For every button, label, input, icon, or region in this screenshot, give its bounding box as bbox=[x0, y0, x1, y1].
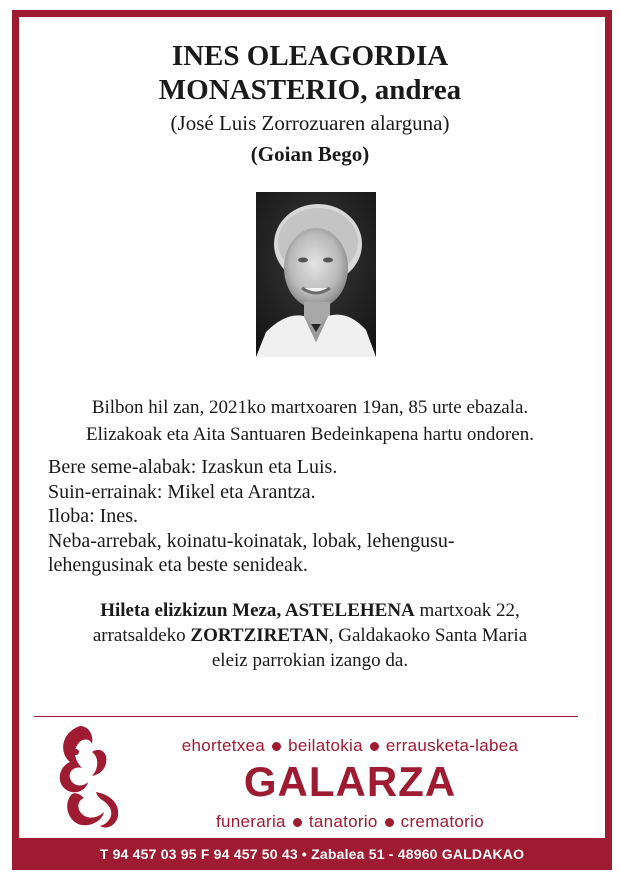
service-es-2: tanatorio bbox=[308, 812, 378, 831]
funeral-info bbox=[0, 598, 620, 673]
portrait-photo bbox=[256, 192, 376, 357]
funeral-time: ZORTZIRETAN bbox=[190, 625, 329, 646]
bullet-icon bbox=[385, 818, 394, 827]
services-spanish bbox=[140, 812, 560, 832]
funeral-line2 bbox=[0, 623, 620, 648]
funeral-line3: eleiz parrokian izango da. bbox=[211, 650, 409, 671]
funeral-date: martxoak 22, bbox=[414, 600, 520, 621]
death-line2: Elizakoak eta Aita Santuaren Bedeinkapena hartu ondoren. bbox=[86, 424, 534, 445]
funeral-day: ASTELEHENA bbox=[284, 600, 415, 621]
widow-of-text: (José Luis Zorrozuaren alarguna) bbox=[170, 111, 450, 135]
contact-footer: T 94 457 03 95 F 94 457 50 43 • Zabalea 51 - 48960 GALDAKAO bbox=[12, 838, 612, 870]
service-eu-2: beilatokia bbox=[288, 736, 363, 755]
services-basque bbox=[140, 736, 560, 756]
service-es-3: crematorio bbox=[400, 812, 484, 831]
service-eu-1: ehortetxea bbox=[181, 736, 266, 755]
company-name: GALARZA bbox=[243, 758, 457, 805]
service-eu-3: errausketa-labea bbox=[385, 736, 519, 755]
funeral-line1 bbox=[0, 598, 620, 623]
bullet-icon bbox=[293, 818, 302, 827]
granddaughter-line: Iloba: Ines. bbox=[48, 505, 138, 527]
service-es-1: funeraria bbox=[216, 812, 286, 831]
bullet-icon bbox=[272, 742, 281, 751]
deceased-name-line1: INES OLEAGORDIA bbox=[171, 40, 449, 72]
death-notice bbox=[0, 394, 620, 448]
death-line1: Bilbon hil zan, 2021ko martxoaren 19an, 85 urte ebazala. bbox=[91, 397, 529, 418]
portrait-photo-image bbox=[256, 192, 376, 357]
funeral-place: , Galdakaoko Santa Maria bbox=[328, 625, 528, 646]
funeral-time-prefix: arratsaldeko bbox=[92, 625, 191, 646]
funeral-sep: , bbox=[276, 600, 285, 621]
bullet-icon bbox=[370, 742, 379, 751]
nickname-text: (Goian Bego) bbox=[250, 142, 370, 166]
children-line: Bere seme-alabak: Izaskun eta Luis. bbox=[48, 456, 338, 478]
relatives-line1: Neba-arrebak, koinatu-koinatak, lobak, lehengusu- bbox=[48, 529, 455, 552]
family-list bbox=[48, 455, 568, 578]
deceased-name-line2: MONASTERIO, andrea bbox=[158, 74, 462, 106]
galarza-logo-icon bbox=[52, 722, 132, 832]
in-laws-line: Suin-errainak: Mikel eta Arantza. bbox=[48, 480, 316, 503]
divider-line bbox=[34, 716, 578, 717]
funeral-mass: Hileta elizkizun Meza bbox=[100, 600, 277, 621]
relatives-line2: lehengusinak eta beste senideak. bbox=[48, 554, 308, 576]
